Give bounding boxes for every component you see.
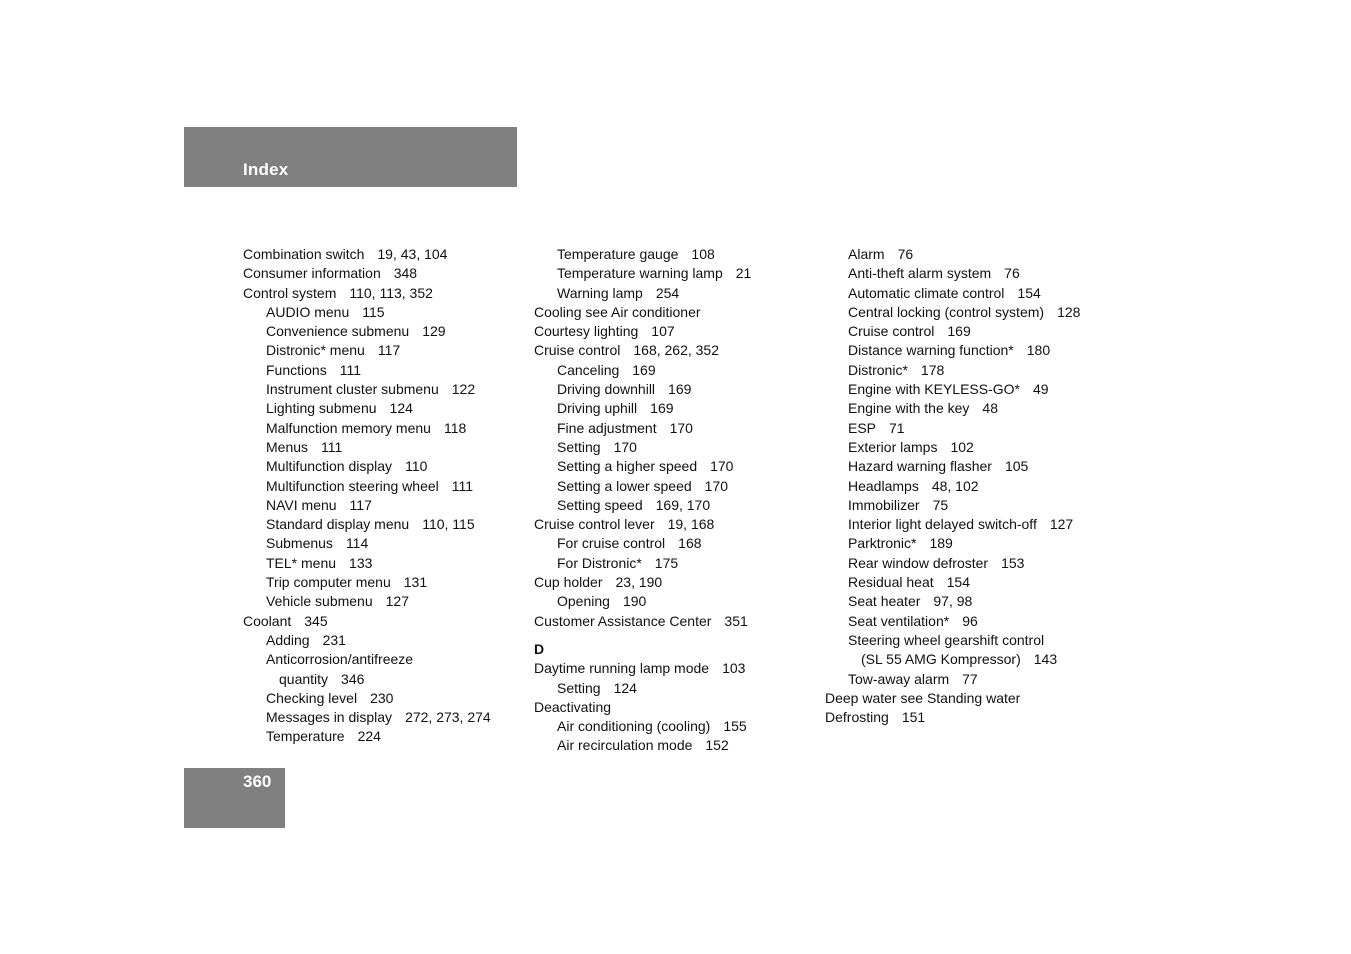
index-entry	[243, 399, 528, 418]
index-entry	[825, 322, 1110, 341]
index-page-refs[interactable]: 103	[722, 660, 746, 677]
index-entry	[534, 341, 819, 360]
index-term: Setting speed	[557, 496, 643, 513]
index-page-refs[interactable]: 231	[322, 631, 346, 648]
index-page-refs[interactable]: 111	[451, 477, 474, 494]
index-entry	[243, 477, 528, 496]
index-term: Distance warning function*	[848, 342, 1014, 359]
index-page-refs[interactable]: 254	[655, 284, 680, 301]
index-entry	[243, 438, 528, 457]
index-term: Hazard warning flasher	[848, 458, 992, 475]
index-entry	[243, 592, 528, 611]
index-entry	[825, 477, 1110, 496]
index-entry	[534, 457, 819, 476]
index-page-refs[interactable]: 96	[962, 612, 978, 629]
index-page-refs[interactable]: 97, 98	[933, 593, 973, 610]
index-entry	[243, 727, 528, 746]
index-term: For cruise control	[557, 535, 666, 552]
index-header-bar	[184, 127, 517, 187]
index-term: Adding	[266, 631, 310, 648]
index-entry	[243, 361, 528, 380]
index-entry	[243, 554, 528, 573]
index-page-refs[interactable]: 143	[1033, 651, 1058, 668]
index-term: Interior light delayed switch-off	[848, 516, 1037, 533]
index-term: Setting a higher speed	[557, 458, 698, 475]
index-page-refs[interactable]: 76	[1004, 265, 1020, 282]
index-entry	[243, 457, 528, 476]
index-term: NAVI menu	[266, 496, 337, 513]
index-term: Steering wheel gearshift control	[848, 631, 1045, 648]
index-page-refs[interactable]: 48, 102	[931, 477, 979, 494]
index-entry	[825, 264, 1110, 283]
index-entry	[534, 399, 819, 418]
index-page-refs[interactable]: 118	[443, 419, 467, 436]
index-term: Automatic climate control	[848, 284, 1005, 301]
index-term: Central locking (control system)	[848, 303, 1045, 320]
page-number-tab	[184, 768, 285, 828]
index-entry	[825, 573, 1110, 592]
index-entry	[534, 717, 819, 736]
index-term: Defrosting	[825, 709, 889, 726]
index-term: Driving downhill	[557, 381, 656, 398]
index-entry	[534, 322, 819, 341]
index-entry	[825, 534, 1110, 553]
index-entry	[825, 399, 1110, 418]
index-term: Cruise control	[534, 342, 621, 359]
index-page-refs[interactable]: 170	[704, 477, 728, 494]
index-entry	[534, 303, 819, 322]
index-entry	[825, 284, 1110, 303]
index-page-refs[interactable]: 230	[370, 689, 394, 706]
index-entry	[825, 380, 1110, 399]
index-term: Alarm	[848, 246, 885, 262]
index-page-refs[interactable]: 114	[345, 535, 369, 552]
index-page-refs[interactable]: 129	[422, 323, 446, 340]
index-entry	[825, 515, 1110, 534]
index-entry	[825, 438, 1110, 457]
index-entry	[825, 303, 1110, 322]
index-entry	[534, 679, 819, 698]
index-term: Anti-theft alarm system	[848, 265, 992, 282]
index-term: Tow-away alarm	[848, 670, 950, 687]
index-page-refs[interactable]: 124	[613, 679, 637, 696]
index-term: Standard display menu	[266, 516, 410, 533]
index-page-refs[interactable]: 190	[622, 593, 647, 610]
index-entry	[825, 650, 1110, 669]
index-entry	[534, 361, 819, 380]
index-page-refs[interactable]: 170	[613, 438, 637, 455]
index-term: Courtesy lighting	[534, 323, 639, 340]
index-term: Instrument cluster submenu	[266, 381, 439, 398]
index-page-refs[interactable]: 124	[389, 400, 413, 417]
index-entry	[534, 534, 819, 553]
index-column-2	[534, 245, 819, 756]
index-entry	[534, 284, 819, 303]
index-entry	[243, 515, 528, 534]
index-term: Cup holder	[534, 574, 603, 591]
index-page-refs[interactable]: 127	[1049, 516, 1074, 533]
index-page-refs[interactable]: 351	[724, 612, 748, 629]
index-page-refs[interactable]: 49	[1032, 381, 1049, 398]
index-term: Seat heater	[848, 593, 921, 610]
index-entry	[825, 361, 1110, 380]
index-entry	[243, 670, 528, 689]
index-entry	[534, 698, 819, 717]
index-page-refs[interactable]: 131	[403, 574, 428, 591]
index-page-refs[interactable]: 272, 273, 274	[405, 709, 491, 726]
index-entry	[243, 650, 528, 669]
index-page-refs[interactable]: 115	[362, 303, 385, 320]
index-term: Daytime running lamp mode	[534, 660, 710, 677]
index-term: Menus	[266, 438, 309, 455]
index-term: Deactivating	[534, 698, 612, 715]
index-page-refs[interactable]: 71	[889, 419, 905, 436]
index-entry	[534, 419, 819, 438]
index-term: Opening	[557, 593, 610, 610]
index-term: Messages in display	[266, 709, 393, 726]
index-entry	[825, 419, 1110, 438]
index-entry	[534, 592, 819, 611]
index-page-refs[interactable]: 102	[950, 438, 974, 455]
index-page-refs[interactable]: 77	[962, 670, 978, 687]
index-entry	[825, 670, 1110, 689]
index-entry	[243, 496, 528, 515]
index-entry	[825, 341, 1110, 360]
index-term: Fine adjustment	[557, 419, 657, 436]
index-term: Warning lamp	[557, 284, 643, 301]
index-page-refs[interactable]: 19, 43, 104	[377, 246, 448, 262]
index-term: Driving uphill	[557, 400, 638, 417]
index-page-refs[interactable]: 21	[735, 265, 752, 282]
page-title: Index	[243, 160, 289, 179]
index-entry	[243, 689, 528, 708]
index-term: Customer Assistance Center	[534, 612, 712, 629]
index-term: Temperature	[266, 728, 345, 745]
index-term: Cruise control	[848, 323, 935, 340]
index-page-refs[interactable]: 108	[691, 246, 715, 262]
index-entry	[534, 612, 819, 631]
index-entry	[534, 573, 819, 592]
index-page-refs[interactable]: 224	[357, 728, 381, 745]
index-page-refs[interactable]: 105	[1004, 458, 1029, 475]
index-entry	[534, 515, 819, 534]
index-term: Seat ventilation*	[848, 612, 950, 629]
index-entry	[243, 264, 528, 283]
index-term: Multifunction display	[266, 458, 393, 475]
index-entry	[243, 284, 528, 303]
index-entry	[243, 708, 528, 727]
index-page-refs[interactable]: 345	[304, 612, 328, 629]
index-term: Distronic* menu	[266, 342, 365, 359]
index-page-refs[interactable]: 19, 168	[667, 516, 715, 533]
index-page-refs[interactable]: 122	[451, 381, 476, 398]
index-term: Combination switch	[243, 246, 365, 262]
index-term: Control system	[243, 284, 337, 301]
index-term: Lighting submenu	[266, 400, 377, 417]
index-page-refs[interactable]: 23, 190	[615, 574, 663, 591]
index-page-refs[interactable]: 169	[650, 400, 674, 417]
index-page-refs[interactable]: 111	[321, 438, 343, 455]
index-page-refs[interactable]: 155	[723, 718, 747, 735]
index-term: TEL* menu	[266, 554, 337, 571]
index-term: Exterior lamps	[848, 438, 938, 455]
index-entry	[243, 245, 528, 264]
index-term: Deep water see Standing water	[825, 689, 1021, 706]
index-term: Distronic*	[848, 361, 908, 378]
index-page-refs[interactable]: 168, 262, 352	[633, 342, 720, 359]
index-term: For Distronic*	[557, 554, 642, 571]
index-page-refs[interactable]: 75	[932, 496, 949, 513]
index-term: Headlamps	[848, 477, 919, 494]
index-term: Consumer information	[243, 265, 381, 282]
index-page-refs[interactable]: 169, 170	[655, 496, 711, 513]
index-term: Multifunction steering wheel	[266, 477, 439, 494]
index-entry	[534, 380, 819, 399]
index-page-refs[interactable]: 111	[339, 361, 361, 378]
index-entry	[825, 245, 1110, 264]
index-page-refs[interactable]: 170	[710, 458, 734, 475]
index-entry	[243, 573, 528, 592]
index-page-refs[interactable]: 170	[669, 419, 693, 436]
index-page-refs[interactable]: 128	[1057, 303, 1081, 320]
index-page-refs[interactable]: 178	[920, 361, 945, 378]
index-entry	[825, 457, 1110, 476]
index-letter-heading: D	[534, 640, 545, 657]
index-page-refs[interactable]: 133	[349, 554, 373, 571]
index-term: Immobilizer	[848, 496, 920, 513]
index-entry	[534, 477, 819, 496]
index-term: Air recirculation mode	[557, 737, 693, 754]
index-page-refs[interactable]: 189	[929, 535, 953, 552]
index-page-refs[interactable]: 117	[349, 496, 372, 513]
index-page-refs[interactable]: 154	[1017, 284, 1041, 301]
index-page-refs[interactable]: 175	[654, 554, 679, 571]
index-entry	[243, 341, 528, 360]
index-term: ESP	[848, 419, 877, 436]
index-term: Submenus	[266, 535, 333, 552]
index-term: Malfunction memory menu	[266, 419, 431, 436]
index-page-refs[interactable]: 127	[385, 593, 409, 610]
index-page-refs[interactable]: 180	[1026, 342, 1051, 359]
index-entry	[243, 631, 528, 650]
index-page-refs[interactable]: 153	[1001, 554, 1025, 571]
index-term: Vehicle submenu	[266, 593, 373, 610]
index-page-refs[interactable]: 48	[982, 400, 998, 417]
index-page-refs[interactable]: 110, 115	[422, 516, 475, 533]
index-page-refs[interactable]: 76	[897, 246, 914, 262]
index-term: Coolant	[243, 612, 292, 629]
index-entry	[534, 496, 819, 515]
index-entry	[534, 736, 819, 755]
index-entry	[825, 592, 1110, 611]
index-term: quantity	[279, 670, 329, 687]
index-column-3	[825, 245, 1110, 727]
index-entry	[243, 303, 528, 322]
index-entry	[534, 659, 819, 678]
index-entry	[243, 612, 528, 631]
index-page-refs[interactable]: 346	[341, 670, 365, 687]
index-term: AUDIO menu	[266, 303, 350, 320]
index-entry	[825, 554, 1110, 573]
index-page-refs[interactable]: 152	[705, 737, 729, 754]
index-entry	[825, 708, 1110, 727]
index-term: Air conditioning (cooling)	[557, 718, 711, 735]
index-term: Rear window defroster	[848, 554, 989, 571]
index-page-refs[interactable]: 154	[946, 574, 970, 591]
index-entry	[243, 534, 528, 553]
index-entry	[534, 264, 819, 283]
index-term: Cruise control lever	[534, 516, 655, 533]
index-page-refs[interactable]: 110, 113, 352	[349, 284, 433, 301]
index-entry	[825, 631, 1110, 650]
index-term: Engine with KEYLESS-GO*	[848, 381, 1020, 398]
index-term: Residual heat	[848, 574, 934, 591]
index-page-refs[interactable]: 168	[678, 535, 702, 552]
index-term: Engine with the key	[848, 400, 970, 417]
index-term: Setting	[557, 679, 601, 696]
index-page-refs[interactable]: 169	[668, 381, 692, 398]
index-page-refs[interactable]: 169	[947, 323, 971, 340]
index-term: Setting	[557, 438, 601, 455]
index-term: Temperature gauge	[557, 246, 679, 262]
index-column-1	[243, 245, 528, 747]
index-entry	[825, 612, 1110, 631]
index-term: Functions	[266, 361, 327, 378]
index-page-refs[interactable]: 151	[901, 709, 926, 726]
index-entry	[534, 245, 819, 264]
index-page-refs[interactable]: 110	[405, 458, 428, 475]
index-entry	[534, 554, 819, 573]
index-term: Setting a lower speed	[557, 477, 692, 494]
index-term: Anticorrosion/antifreeze	[266, 651, 414, 668]
index-entry	[825, 689, 1110, 708]
index-entry	[534, 438, 819, 457]
index-page-refs[interactable]: 348	[393, 265, 418, 282]
index-term: Parktronic*	[848, 535, 917, 552]
index-term: Trip computer menu	[266, 574, 391, 591]
index-entry	[243, 419, 528, 438]
index-term: Cooling see Air conditioner	[534, 303, 701, 320]
index-term: Canceling	[557, 361, 620, 378]
page-number: 360	[243, 772, 272, 791]
index-entry	[825, 496, 1110, 515]
index-term: Temperature warning lamp	[557, 265, 723, 282]
index-term: (SL 55 AMG Kompressor)	[861, 651, 1021, 668]
index-page-refs[interactable]: 117	[377, 342, 401, 359]
index-entry	[243, 322, 528, 341]
index-term: Checking level	[266, 689, 358, 706]
index-page-refs[interactable]: 107	[651, 323, 675, 340]
index-term: Convenience submenu	[266, 323, 410, 340]
index-entry	[243, 380, 528, 399]
index-page-refs[interactable]: 169	[632, 361, 656, 378]
